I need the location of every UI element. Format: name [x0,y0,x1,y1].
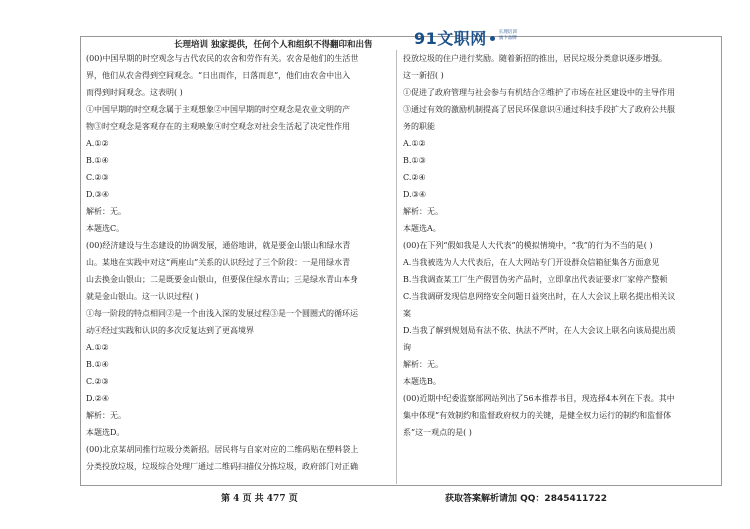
text-line: 本题选C。 [86,224,125,233]
text-line: D.②④ [86,394,110,403]
logo-tag-line-2: 旗下品牌 [498,36,517,41]
page-number: 第 4 页 共 477 页 [221,494,298,504]
text-line: A.当我被选为人大代表后，在人大网站专门开设群众信箱征集各方面意见 [403,258,660,267]
right-column [403,50,713,441]
text-line: 物③时空观念是客观存在的主观映象④时空观念对社会生活起了决定性作用 [86,122,350,131]
text-line: 询 [403,343,411,352]
text-line: 山去换金山银山；二是既要金山银山，但要保住绿水青山；三是绿水青山本身 [86,275,358,284]
logo-dot-icon [490,36,495,41]
text-line: C.②③ [86,377,109,386]
text-line: B.①④ [86,360,109,369]
text-line: 动④经过实践和认识的多次反复达到了更高境界 [86,326,254,335]
text-line: 山。某地在实践中对这“两座山”关系的认识经过了三个阶段：一是用绿水青 [86,258,351,267]
text-line: 解析：无。 [403,360,443,369]
text-line: C.当我调研发现信息网络安全问题日益突出时，在人大会议上联名提出相关议 [403,292,676,301]
text-line: (00)经济建设与生态建设的协调发展，通俗地讲，就是要金山银山和绿水青 [86,241,351,250]
text-line: 分类投放垃圾，垃圾综合处理厂通过二维码扫描仪分拣垃圾，政府部门对正确 [86,462,358,471]
text-line: ①中国早期的时空观念属于主观想象②中国早期的时空观念是农业文明的产 [86,105,350,114]
text-line: (00)近期中纪委监察部网站列出了56本推荐书目，现选择4本列在下表。其中 [403,394,675,403]
text-line: 这一新招( ) [403,71,444,80]
text-line: C.②④ [403,173,426,182]
text-line: D.③④ [403,190,427,199]
text-line: 解析：无。 [403,207,443,216]
text-line: 本题选A。 [403,224,441,233]
column-divider [396,50,397,484]
text-line: C.②③ [86,173,109,182]
text-line: 投放垃圾的住户进行奖励。随着新招的推出，居民垃圾分类意识逐步增强。 [403,54,667,63]
text-line: 界，他们从农舍得到空间观念。“日出而作，日落而息”，他们由农舍中出入 [86,71,351,80]
text-line: 务的职能 [403,122,435,131]
text-line: B.①④ [86,156,109,165]
text-line: 解析：无。 [86,207,126,216]
logo-tagline [499,30,517,42]
text-line: ①每一阶段的特点相同②是一个由浅入深的发展过程③是一个圆圈式的循环运 [86,309,358,318]
text-line: (00)在下列“假如我是人大代表”的模拟情境中，“我”的行为不当的是( ) [403,241,653,250]
text-line: ①促进了政府管理与社会参与有机结合②维护了市场在社区建设中的主导作用 [403,88,675,97]
text-line: B.①③ [403,156,426,165]
logo-text: 91文职网 [414,29,487,48]
text-line: A.①② [403,139,426,148]
text-line: 解析：无。 [86,411,126,420]
text-line: 本题选B。 [403,377,441,386]
text-line: D.当我了解到规划局有法不依、执法不严时，在人大会议上联名向该局提出质 [403,326,676,335]
text-line: 案 [403,309,411,318]
text-line: (00)中国早期的时空观念与古代农民的农舍和劳作有关。农舍是他们的生活世 [86,54,359,63]
text-line: 本题选D。 [86,428,125,437]
text-line: (00)北京某胡同推行垃圾分类新招。居民将与自家对应的二维码贴在塑料袋上 [86,445,359,454]
text-line: B.当我调查某工厂生产假冒伪劣产品时，立即拿出代表证要求厂家停产整顿 [403,275,668,284]
text-line: A.①② [86,343,109,352]
text-line: 系”这一观点的是( ) [403,428,472,437]
text-line: A.①② [86,139,109,148]
logo-tag-line-1: 长理培训 [498,30,517,35]
contact-info: 获取答案解析请加 QQ：2845411722 [445,494,608,504]
text-line: D.③④ [86,190,110,199]
text-line: 就是金山银山。这一认识过程( ) [86,292,199,301]
site-logo [414,26,517,49]
text-line: ③通过有效的激励机制提高了居民环保意识④通过科技手段扩大了政府公共服 [403,105,675,114]
text-line: 集中体现“有效制约和监督政府权力的关键，是健全权力运行的制约和监督体 [403,411,672,420]
header-notice: 长理培训 独家提供，任何个人和组织不得翻印和出售 [174,40,373,50]
text-line: 而得到时间观念。这表明( ) [86,88,183,97]
left-column [86,50,389,475]
